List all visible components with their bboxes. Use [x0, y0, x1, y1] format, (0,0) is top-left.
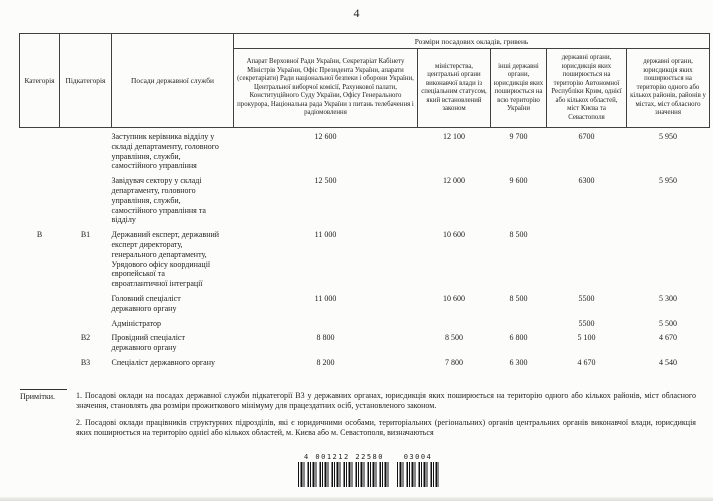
- cell-salary: 4 670: [577, 357, 596, 367]
- barcode-addon-number: 03004: [403, 453, 433, 461]
- cell-salary: 6 300: [509, 357, 528, 367]
- cell-salary: 8 500: [509, 293, 528, 303]
- barcode-main-group: [298, 453, 390, 487]
- cell-category: [20, 314, 60, 329]
- cell-salary: 4 540: [659, 357, 677, 367]
- barcode-bars-icon: [298, 462, 390, 487]
- header-salary-group: Розміри посадових окладів, гривень: [234, 34, 710, 49]
- cell-position: Адміністратор: [111, 318, 162, 328]
- header-salary-col-other-state: інші державні органи, юрисдикція яких поширюється на всю територію України: [491, 49, 547, 128]
- cell-salary: 5500: [578, 318, 595, 328]
- table-row: [20, 328, 710, 353]
- cell-salary: 6300: [578, 176, 595, 186]
- cell-salary: 8 500: [445, 333, 463, 343]
- cell-salary: [234, 314, 418, 329]
- cell-salary: 10 600: [443, 293, 465, 303]
- cell-salary: 8 800: [316, 333, 335, 343]
- salary-table: [19, 33, 710, 368]
- note-item-2: 2. Посадові оклади працівників структурних підрозділів, які є юридичними особами, територіальних (регіональних) органів центральних органів виконавчої влади, юрисдикція яких поширюється на територію однієї або кількох областей, м. Києва або м. Севастополя, визначаються: [76, 417, 696, 438]
- cell-category: [20, 128, 60, 172]
- cell-salary: 11 000: [314, 230, 337, 240]
- note-item-1: 1. Посадові оклади на посадах державної служби підкатегорії В3 у державних органах, юрисдикція яких поширюється на територію одного або кількох районів, міст обласного значення, становлять два розміри прожиткового мінімуму для працездатних осіб, установленого законом.: [76, 391, 696, 411]
- table-row: [20, 128, 710, 172]
- cell-salary: 12 600: [314, 132, 337, 141]
- cell-subcategory: [60, 314, 112, 329]
- table-header: [20, 34, 710, 128]
- table-row: [20, 353, 710, 368]
- notes-label: Примітки.: [20, 389, 67, 402]
- header-salary-col-ministries: міністерства, центральні органи виконавчої влади із спеціальним статусом, який встановлений законом: [418, 49, 491, 128]
- cell-subcategory: В2: [80, 333, 91, 343]
- table-body: [20, 128, 710, 368]
- header-salary-col-apparatus: Апарат Верховної Ради України, Секретаріат Кабінету Міністрів України, Офіс Президента України, апарати (секретаріати) Ради національної безпеки і оборони України, Центральної виборчої комісії, Рахункової палати, Конституційного Суду України, Офісу Генерального прокурора, Національна рада України з питань телебачення і радіомовлення: [234, 49, 418, 128]
- barcode: [298, 453, 439, 487]
- table-row: [20, 289, 710, 314]
- header-salary-col-regional: державні органи, юрисдикція яких поширюється на територію Автономної Республіки Крим, однієї або кількох областей, міст Києва та Севастополя: [547, 49, 627, 128]
- header-salary-col-district: державні органи, юрисдикція яких поширюється на територію одного або кількох районів, районів у містах, міст обласного значення: [627, 49, 710, 128]
- cell-subcategory: [60, 289, 112, 314]
- cell-salary: 10 600: [443, 230, 465, 240]
- cell-salary: 5 950: [659, 176, 677, 186]
- cell-position: Державний експерт, державний експерт директорату, генерального департаменту, Урядового офісу координації європейської та євроатлантичної інтеграції: [111, 230, 220, 289]
- cell-salary: 12 500: [314, 176, 337, 186]
- header-subcategory: Підкатегорія: [60, 34, 112, 128]
- header-positions: Посади державної служби: [112, 34, 234, 128]
- cell-position: Головний спеціаліст державного органу: [111, 293, 181, 313]
- cell-salary: 5 950: [659, 132, 677, 141]
- cell-category: [20, 289, 60, 314]
- cell-salary: [627, 225, 710, 289]
- page-number: 4: [353, 6, 360, 20]
- scan-edge: [0, 497, 713, 501]
- cell-salary: [418, 314, 491, 329]
- cell-salary: 12 000: [443, 176, 465, 186]
- cell-category: [20, 353, 60, 368]
- cell-position: Заступник керівника відділу у складі департаменту, головного управління, служби, самостійного управління: [111, 132, 219, 171]
- barcode-main-number: 4 001212 22580: [303, 453, 384, 461]
- cell-salary: 8 200: [316, 357, 335, 367]
- cell-salary: 5 300: [659, 293, 677, 303]
- cell-position: Спеціаліст державного органу: [111, 357, 216, 367]
- cell-salary: [491, 314, 547, 329]
- cell-subcategory: [60, 171, 112, 225]
- cell-salary: 7 800: [445, 357, 463, 367]
- header-category: Категорія: [20, 34, 60, 128]
- cell-salary: 4 670: [659, 333, 677, 343]
- table-row: [20, 171, 710, 225]
- cell-category: В: [36, 230, 43, 240]
- cell-subcategory: [60, 128, 112, 172]
- cell-salary: 5500: [578, 293, 595, 303]
- cell-salary: 11 000: [314, 293, 337, 303]
- cell-subcategory: В1: [80, 230, 91, 240]
- cell-position: Провідний спеціаліст державного органу: [111, 333, 185, 353]
- cell-salary: 6 800: [509, 333, 528, 343]
- barcode-addon-group: [397, 453, 439, 487]
- cell-salary: 5 100: [577, 333, 596, 343]
- cell-salary: 6700: [578, 132, 595, 141]
- cell-salary: 8 500: [509, 230, 528, 240]
- cell-category: [20, 171, 60, 225]
- cell-subcategory: В3: [80, 357, 91, 367]
- cell-salary: 5 500: [659, 318, 677, 328]
- notes-body: [76, 389, 696, 445]
- cell-salary: 9 700: [509, 132, 528, 141]
- cell-salary: [547, 225, 627, 289]
- cell-salary: 9 600: [509, 176, 528, 186]
- table-row: [20, 314, 710, 329]
- notes-section: [20, 389, 696, 445]
- cell-salary: 12 100: [443, 132, 465, 141]
- cell-category: [20, 328, 60, 353]
- table-row: [20, 225, 710, 289]
- barcode-addon-bars-icon: [397, 462, 439, 487]
- cell-position: Завідувач сектору у складі департаменту, головного управління, служби, самостійного управління та відділу: [111, 176, 206, 225]
